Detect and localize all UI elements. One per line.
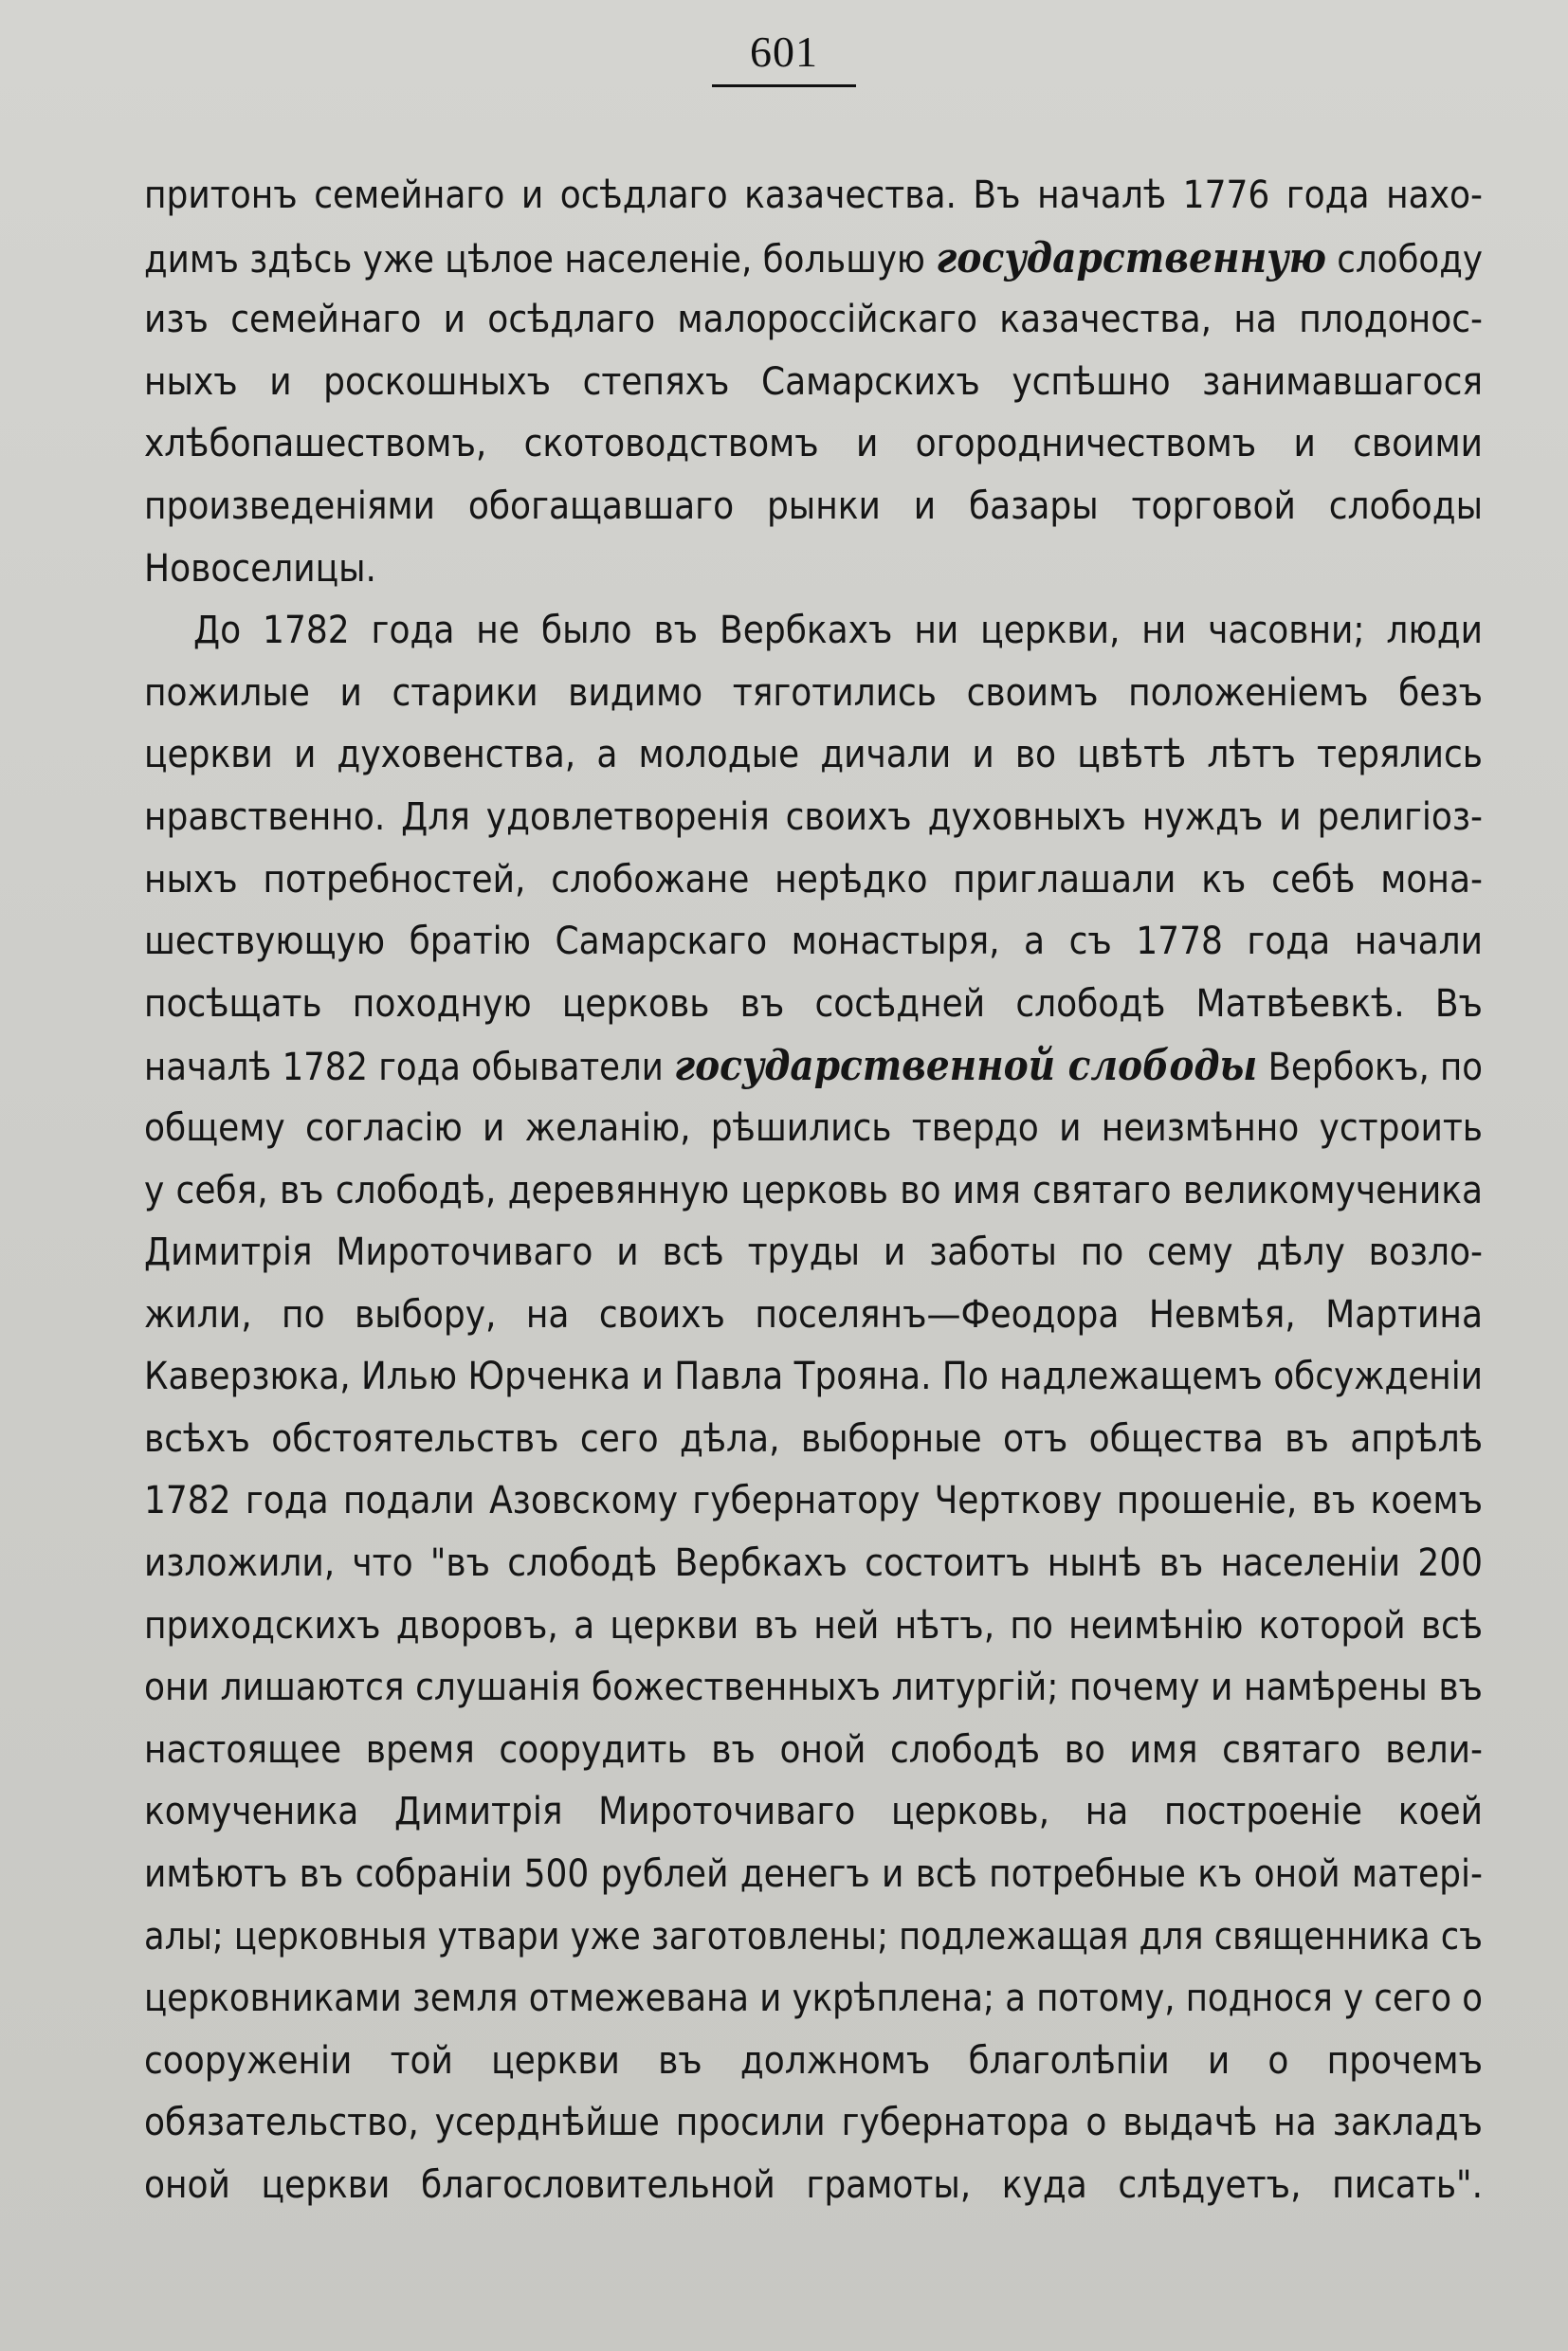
text-line	[144, 228, 1483, 290]
italic-text: государственной слободы	[674, 1042, 1258, 1091]
text-line	[144, 1035, 1483, 1098]
text-line: имѣютъ въ собраніи 500 рублей денегъ и всѣ потребные къ оной матері-	[144, 1852, 1483, 1897]
text-line: оной церкви благословительной грамоты, куда слѣдуетъ, писать".	[144, 2163, 1483, 2207]
text-segment: слободу	[1325, 237, 1483, 282]
text-segment: началѣ 1782 года обыватели	[144, 1046, 675, 1090]
page-header	[0, 27, 1568, 87]
text-line: сооруженіи той церкви въ должномъ благолѣпіи и о прочемъ	[144, 2038, 1483, 2083]
text-line: притонъ семейнаго и осѣдлаго казачества. Въ началѣ 1776 года нахо-	[144, 173, 1483, 217]
text-segment: Вербокъ, по	[1257, 1046, 1483, 1090]
text-line: церковниками земля отмежевана и укрѣплена; а потому, поднося у сего о	[144, 1977, 1483, 2021]
text-line: изъ семейнаго и осѣдлаго малороссійскаго казачества, на плодонос-	[144, 298, 1483, 342]
text-line: всѣхъ обстоятельствъ сего дѣла, выборные отъ общества въ апрѣлѣ	[144, 1416, 1483, 1461]
text-line: они лишаются слушанія божественныхъ литургій; почему и намѣрены въ	[144, 1666, 1483, 1710]
page-number: 601	[712, 27, 856, 87]
text-line: нравственно. Для удовлетворенія своихъ духовныхъ нуждъ и религіоз-	[144, 794, 1483, 839]
text-line: До 1782 года не было въ Вербкахъ ни церкви, ни часовни; люди	[193, 609, 1483, 653]
text-line: Каверзюка, Илью Юрченка и Павла Трояна. По надлежащемъ обсужденіи	[144, 1355, 1483, 1399]
text-line: Димитрія Мироточиваго и всѣ труды и заботы по сему дѣлу возло-	[144, 1230, 1483, 1275]
paragraph-2	[144, 600, 1483, 2216]
text-line: ныхъ потребностей, слобожане нерѣдко приглашали къ себѣ мона-	[144, 857, 1483, 902]
text-line: комученика Димитрія Мироточиваго церковь, на построеніе коей	[144, 1790, 1483, 1834]
text-line: у себя, въ слободѣ, деревянную церковь во имя святаго великомученика	[144, 1168, 1483, 1212]
text-line: алы; церковныя утвари уже заготовлены; подлежащая для священника съ	[144, 1914, 1483, 1959]
text-line: церкви и духовенства, а молодые дичали и во цвѣтѣ лѣтъ терялись	[144, 733, 1483, 777]
text-line: общему согласію и желанію, рѣшились твердо и неизмѣнно устроить	[144, 1105, 1483, 1150]
paragraph-1	[144, 165, 1483, 600]
text-line: пожилые и старики видимо тяготились своимъ положеніемъ безъ	[144, 670, 1483, 715]
text-line: обязательство, усерднѣйше просили губернатора о выдачѣ на закладъ	[144, 2101, 1483, 2145]
text-line: хлѣбопашествомъ, скотоводствомъ и огородничествомъ и своими	[144, 422, 1483, 466]
text-line: произведеніями обогащавшаго рынки и базары торговой слободы	[144, 483, 1483, 528]
text-line: 1782 года подали Азовскому губернатору Черткову прошеніе, въ коемъ	[144, 1479, 1483, 1523]
text-line: настоящее время соорудить въ оной слободѣ во имя святаго вели-	[144, 1727, 1483, 1772]
text-line: изложили, что "въ слободѣ Вербкахъ состоитъ нынѣ въ населеніи 200	[144, 1541, 1483, 1586]
italic-text: государственную	[936, 233, 1326, 282]
text-line: Новоселицы.	[144, 546, 376, 591]
text-line: ныхъ и роскошныхъ степяхъ Самарскихъ успѣшно занимавшагося	[144, 359, 1483, 404]
text-line: приходскихъ дворовъ, а церкви въ ней нѣтъ, по неимѣнію которой всѣ	[144, 1603, 1483, 1648]
text-line: посѣщать походную церковь въ сосѣдней слободѣ Матвѣевкѣ. Въ	[144, 981, 1483, 1026]
text-line: жили, по выбору, на своихъ поселянъ—Феодора Невмѣя, Мартина	[144, 1292, 1483, 1337]
body-text	[144, 165, 1483, 2217]
text-segment: димъ здѣсь уже цѣлое населеніе, большую	[144, 237, 937, 282]
text-line: шествующую братію Самарскаго монастыря, а съ 1778 года начали	[144, 920, 1483, 964]
